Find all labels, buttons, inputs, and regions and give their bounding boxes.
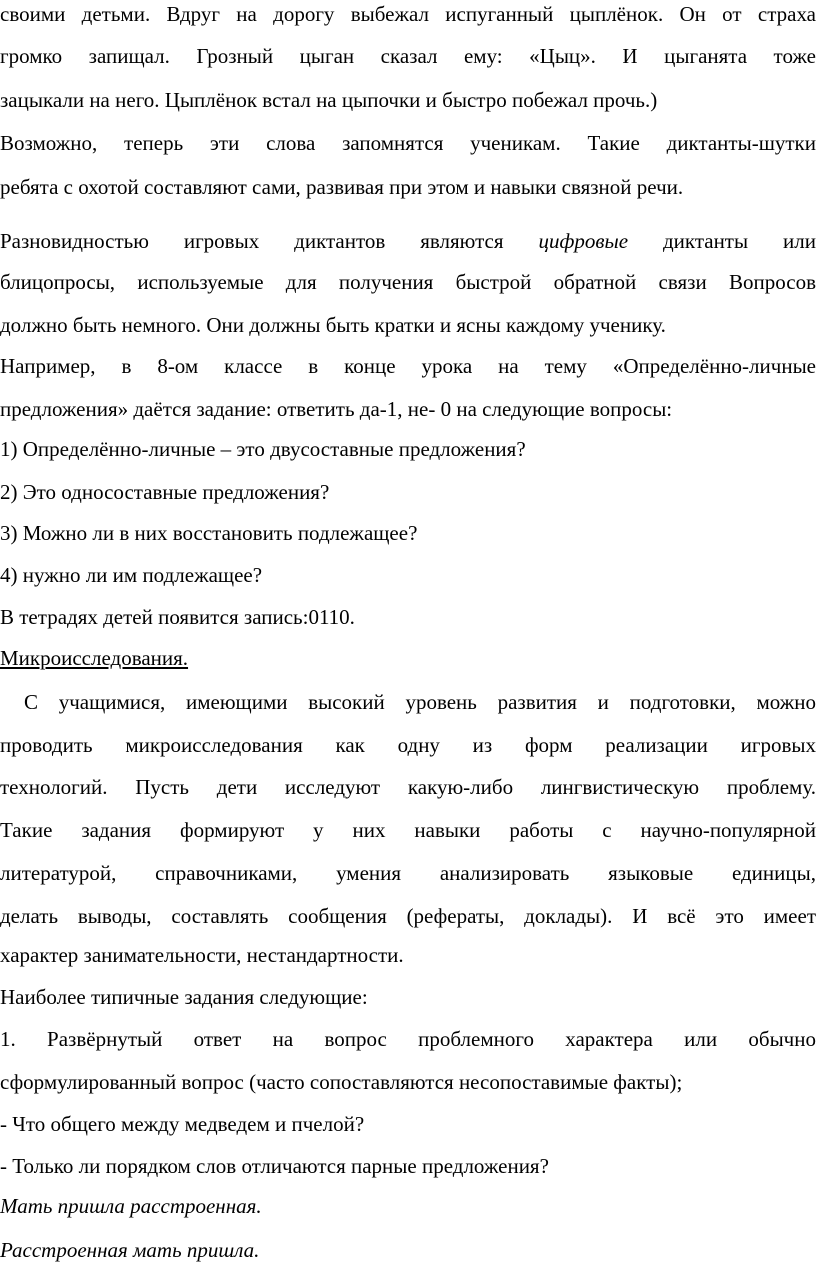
text-line: Наиболее типичные задания следующие: <box>0 985 368 1009</box>
text-line: блицопросы, используемые для получения быстрой обратной связи Вопросов <box>0 270 816 294</box>
list-item: - Что общего между медведем и пчелой? <box>0 1112 365 1136</box>
text-line: Такие задания формируют у них навыки работы с научно-популярной <box>0 818 816 842</box>
text-line: сформулированный вопрос (часто сопоставляются несопоставимые факты); <box>0 1070 683 1094</box>
text-line: Например, в 8-ом классе в конце урока на тему «Определённо-личные <box>0 354 816 378</box>
text-segment: Разновидностью игровых диктантов являются <box>0 229 539 253</box>
text-line: делать выводы, составлять сообщения (рефераты, доклады). И всё это имеет <box>0 904 816 928</box>
text-segment: диктанты или <box>628 229 816 253</box>
text-line: 1. Развёрнутый ответ на вопрос проблемного характера или обычно <box>0 1027 816 1051</box>
text-line: предложения» даётся задание: ответить да-1, не- 0 на следующие вопросы: <box>0 397 673 421</box>
list-item: 1) Определённо-личные – это двусоставные предложения? <box>0 437 526 461</box>
italic-term: цифровые <box>538 229 629 253</box>
text-line: литературой, справочниками, умения анализировать языковые единицы, <box>0 861 816 885</box>
list-item: 3) Можно ли в них восстановить подлежащее? <box>0 521 418 545</box>
example-sentence: Расстроенная мать пришла. <box>0 1238 260 1262</box>
list-item: 2) Это односоставные предложения? <box>0 480 330 504</box>
list-item: - Только ли порядком слов отличаются парные предложения? <box>0 1154 549 1178</box>
text-line: В тетрадях детей появится запись:0110. <box>0 605 355 629</box>
text-line: проводить микроисследования как одну из форм реализации игровых <box>0 733 816 757</box>
text-line: своими детьми. Вдруг на дорогу выбежал испуганный цыплёнок. Он от страха <box>0 2 816 26</box>
text-line: технологий. Пусть дети исследуют какую-либо лингвистическую проблему. <box>0 775 816 799</box>
example-sentence: Мать пришла расстроенная. <box>0 1194 262 1218</box>
text-line: Возможно, теперь эти слова запомнятся ученикам. Такие диктанты-шутки <box>0 131 816 155</box>
text-line: зацыкали на него. Цыплёнок встал на цыпочки и быстро побежал прочь.) <box>0 88 658 112</box>
list-item: 4) нужно ли им подлежащее? <box>0 563 263 587</box>
text-line: С учащимися, имеющими высокий уровень развития и подготовки, можно <box>24 690 816 714</box>
text-line: характер занимательности, нестандартности. <box>0 943 404 967</box>
text-line: громко запищал. Грозный цыган сказал ему: «Цыц». И цыганята тоже <box>0 44 816 68</box>
text-line: ребята с охотой составляют сами, развивая при этом и навыки связной речи. <box>0 175 684 199</box>
text-line: должно быть немного. Они должны быть кратки и ясны каждому ученику. <box>0 313 666 337</box>
section-heading: Микроисследования. <box>0 646 189 670</box>
text-line <box>0 229 816 253</box>
